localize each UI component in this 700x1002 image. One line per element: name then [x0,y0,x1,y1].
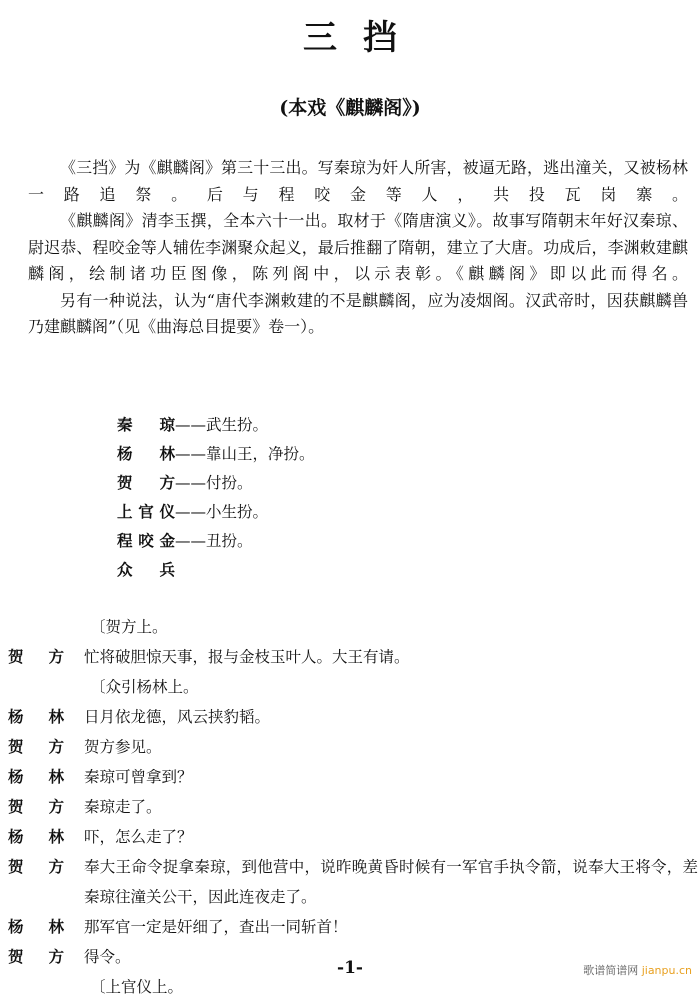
script-body [8,612,698,1002]
intro-text [28,155,688,341]
dialogue-text: 吓，怎么走了？ [84,828,193,846]
cast-name: 贺方 [117,473,175,492]
cast-role: ——武生扮。 [175,416,269,434]
speaker-name: 贺方 [8,797,64,816]
dialogue-text: 贺方参见。 [84,738,162,756]
stage-direction [8,612,698,642]
dialogue-text: 那军官一定是奸细了，查出一同斩首！ [84,918,348,936]
cast-item [117,410,315,439]
page-subtitle: (本戏《麒麟阁》) [279,97,421,119]
dialogue-text: 秦琼走了。 [84,798,162,816]
dialogue-line [8,762,698,792]
cast-name: 众兵 [117,560,175,579]
cast-item [117,526,315,555]
dialogue-line [8,642,698,672]
stage-direction [8,672,698,702]
stage-direction-text: 〔上官仪上。 [90,978,184,996]
speaker-name: 杨林 [8,827,64,846]
speaker-name: 杨林 [8,917,64,936]
dialogue-line [8,792,698,822]
watermark-prefix: 歌谱简谱网 [583,964,642,977]
speaker-name: 贺方 [8,647,64,666]
cast-item [117,555,315,584]
stage-direction-text: 〔众引杨林上。 [90,678,199,696]
cast-name: 上官仪 [117,502,175,521]
dialogue-text: 秦琼可曾拿到？ [84,768,193,786]
speaker-name: 贺方 [8,947,64,966]
intro-paragraph: 另有一种说法，认为“唐代李渊敕建的不是麒麟阁，应为凌烟阁。汉武帝时，因获麒麟兽乃建麒麟阁”（见《曲海总目提要》卷一）。 [28,290,688,336]
cast-role: ——付扮。 [175,474,253,492]
dialogue-text: 日月依龙德，风云挟豹韬。 [84,708,271,726]
watermark [583,962,692,978]
speaker-name: 杨林 [8,767,64,786]
cast-item [117,468,315,497]
cast-role: ——小生扮。 [175,503,269,521]
cast-name: 秦琼 [117,415,175,434]
speaker-name: 贺方 [8,737,64,756]
page-number: -1- [337,958,363,978]
intro-paragraph: 《麒麟阁》清李玉撰，全本六十一出。取材于《隋唐演义》。故事写隋朝末年好汉秦琼、尉迟恭、程咬金等人辅佐李渊聚众起义，最后推翻了隋朝，建立了大唐。功成后，李渊敕建麒麟阁，绘制诸功臣图像，陈列阁中，以示表彰。《麒麟阁》即以此而得名。 [28,211,688,283]
cast-item [117,497,315,526]
dialogue-text: 得令。 [84,948,131,966]
dialogue-line [8,732,698,762]
dialogue-line [8,912,698,942]
cast-item [117,439,315,468]
dialogue-text: 奉大王命令捉拿秦琼，到他营中，说昨晚黄昏时候有一军官手执令箭，说奉大王将令，差秦琼往潼关公干，因此连夜走了。 [84,858,698,906]
stage-direction-text: 〔贺方上。 [90,618,168,636]
cast-role: ——丑扮。 [175,532,253,550]
dialogue-line [8,852,698,912]
watermark-domain: jianpu.cn [641,964,692,977]
dialogue-text: 忙将破胆惊天事，报与金枝玉叶人。大王有请。 [84,648,410,666]
cast-role: ——靠山王，净扮。 [175,445,315,463]
cast-name: 杨林 [117,444,175,463]
cast-list [117,410,315,584]
speaker-name: 杨林 [8,707,64,726]
speaker-name: 贺方 [8,857,64,876]
page-title: 三挡 [303,18,423,58]
dialogue-line [8,822,698,852]
intro-paragraph: 《三挡》为《麒麟阁》第三十三出。写秦琼为奸人所害，被逼无路，逃出潼关，又被杨林一路追祭。后与程咬金等人，共投瓦岗寨。 [28,158,688,204]
dialogue-line [8,702,698,732]
cast-name: 程咬金 [117,531,175,550]
